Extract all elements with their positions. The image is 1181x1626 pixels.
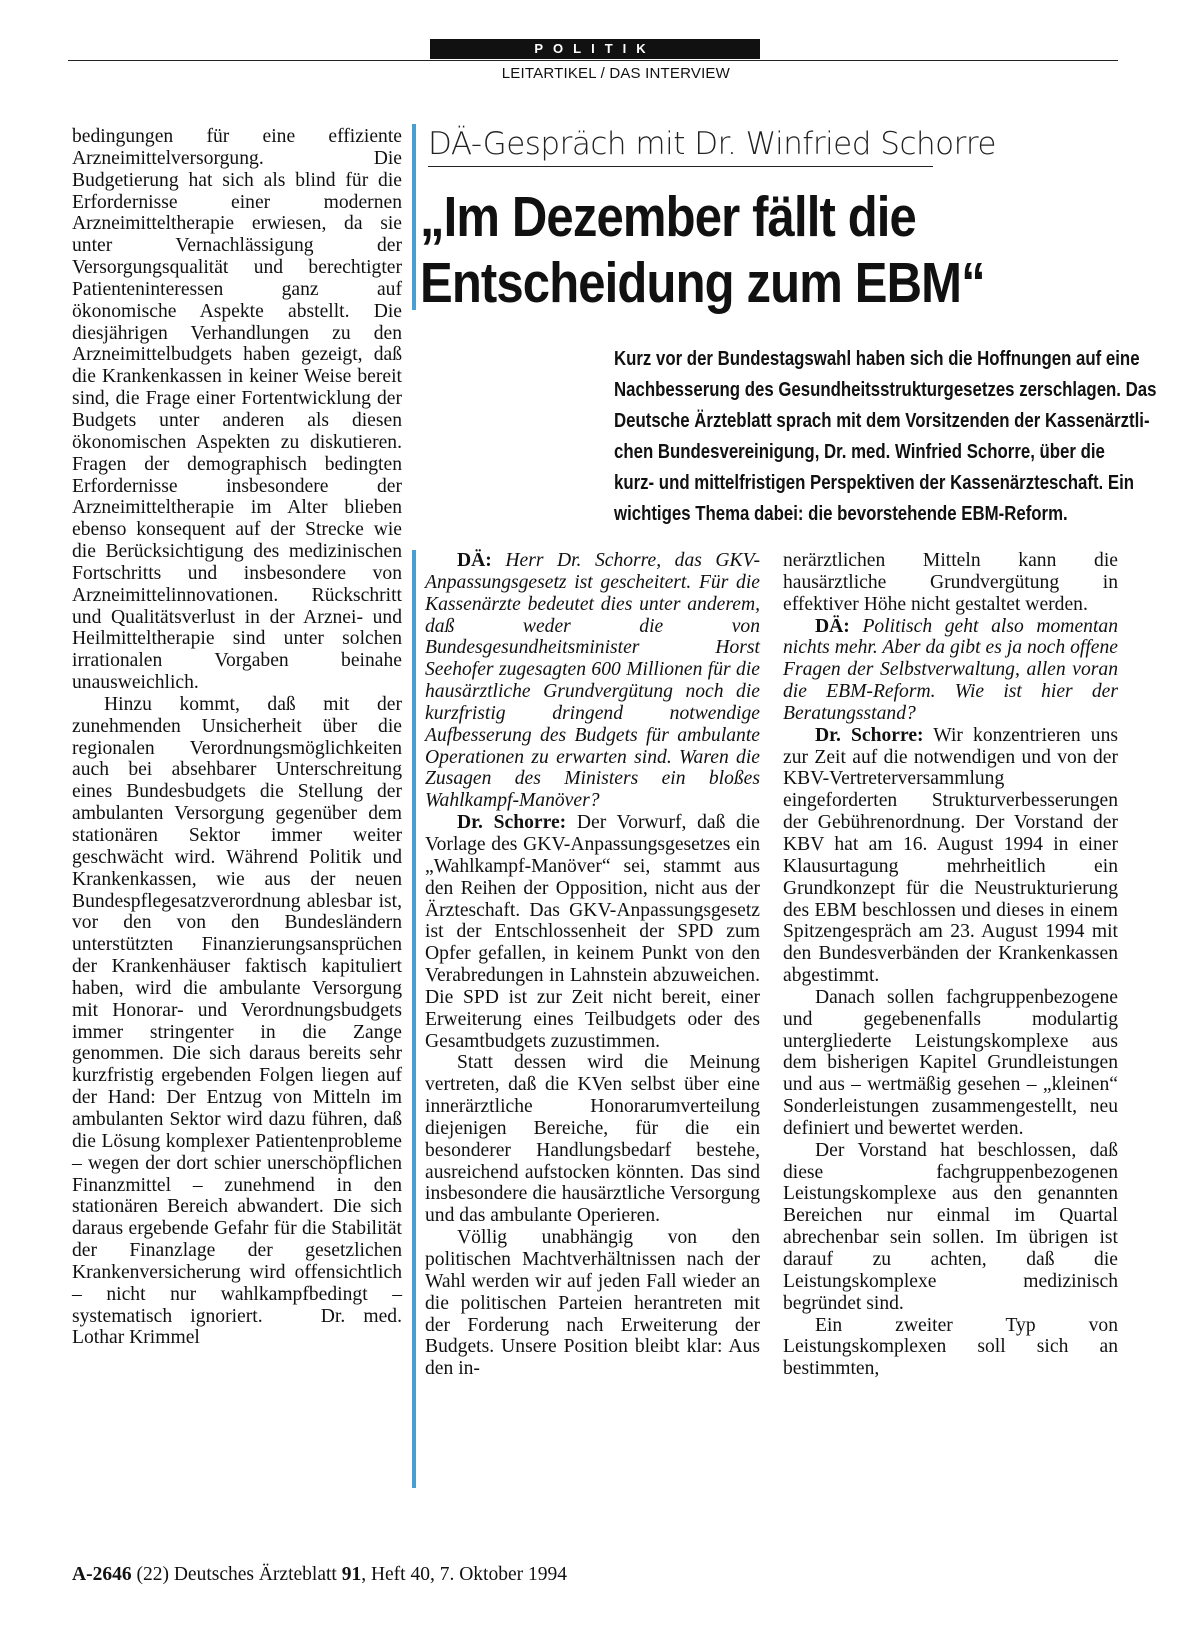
answer-2-paragraph-3: Der Vorstand hat beschlossen, daß diese fachgruppenbezogenen Leistungskomplexe aus den genannten Bereichen nur einmal im Quartal abrechenbar sein sollen. Im übrigen ist darauf zu achten, daß die Leistungskomplexe medizinisch begründet sind. [783,1139,1118,1314]
page-footer [72,1564,567,1586]
answer-1-paragraph-3: Völlig unabhängig von den politischen Machtverhältnissen nach der Wahl werden wir auf jeden Fall wieder an die politischen Parteien herantreten mit der Forderung nach Erweiterung der Budgets. Unsere Position bleibt klar: Aus den in- [425,1227,760,1380]
speaker-da: DÄ: [815,615,850,637]
journal-issue: , Heft 40, 7. Oktober 1994 [361,1564,567,1585]
col1-paragraph-2-text: Hinzu kommt, daß mit der zunehmenden Unsicherheit über die regionalen Verordnungsmöglichkeiten auch bei absehbarer Unterschreitung eines Bundesbudgets die Stellung der ambulanten Versorgung gegenüber dem stationären Sektor immer weiter geschwächt wird. Während Politik und Krankenkassen, wie aus der neuen Bundespflegesatzverordnung ablesbar ist, vor den von den Bundesländern unterstützten Finanzierungsansprüchen der Krankenhäuser faktisch kapituliert haben, wird die ambulante Versorgung mit Honorar- und Verordnungsbudgets immer stringenter in die Zange genommen. Die sich daraus bereits sehr kurzfristig ergebenden Folgen liegen auf der Hand: Der Entzug von Mitteln im ambulanten Sektor wird dazu führen, daß die Lösung komplexer Patientenprobleme – wegen der dort schier unerschöpflichen Finanzmittel – zunehmend in den stationären Bereich abwandert. Die sich daraus ergebende Gefahr für die Stabilität der Finanzlage der gesetzlichen Krankenversicherung wird offensichtlich – nicht nur wahlkampfbedingt – systematisch ignoriert. [72,693,402,1327]
accent-bar-top [412,124,416,310]
column-3 [783,550,1118,1380]
section-label: POLITIK [430,39,760,59]
author-signature: Dr. med. Lothar Krimmel [72,1305,402,1349]
lead-line: Nachbesserung des Gesundheitsstrukturgesetzes zerschlagen. Das [614,379,1157,401]
subsection-label: LEITARTIKEL / DAS INTERVIEW [501,65,730,82]
answer-2-text: Wir konzentrieren uns zur Zeit auf die notwendigen und von der KBV-Vertreterversammlung eingeforderten Strukturverbesserungen der Gebührenordnung. Der Vorstand der KBV hat am 16. August 1994 in einer Klausurtagung mehrheitlich ein Grundkonzept für die Neustrukturierung des EBM beschlossen und dieses in einem Spitzengespräch am 23. August 1994 mit den Bundesverbänden der Krankenkassen abgestimmt. [783,724,1119,987]
answer-2 [783,725,1118,987]
lead-line: kurz- und mittelfristigen Perspektiven der Kassenärzteschaft. Ein [614,472,1135,494]
journal-name: Deutsches Ärzteblatt [173,1564,337,1585]
page-number: A-2646 [72,1564,132,1585]
article-headline [420,184,1140,316]
speaker-schorre: Dr. Schorre: [815,724,924,746]
journal-volume: 91 [341,1564,362,1585]
column-1 [72,126,402,1349]
lead-line: Kurz vor der Bundestagswahl haben sich die Hoffnungen auf eine [614,348,1140,370]
answer-2-paragraph-2: Danach sollen fachgruppenbezogene und gegebenenfalls modulartig untergliederte Leistungskomplexe aus dem bisherigen Kapitel Grundleistungen und aus – wertmäßig gesehen – „kleinen“ Sonderleistungen zusammengestellt, neu definiert und bewertet werden. [783,986,1118,1139]
question-1-text: Herr Dr. Schorre, das GKV-Anpassungsgesetz ist gescheitert. Für die Kassenärzte bedeutet dies unter anderem, daß weder die von Bundesgesundheitsminister Horst Seehofer zugesagten 600 Millionen für die hausärztliche Grundvergütung noch die kurzfristig dringend notwendige Aufbesserung des Budgets für ambulante Operationen zu erwarten sind. Waren die Zusagen des Ministers ein bloßes Wahlkampf-Manöver? [425,550,761,812]
lead-line: chen Bundesvereinigung, Dr. med. Winfried Schorre, über die [614,441,1105,463]
accent-bar-bottom [412,550,416,1488]
speaker-da: DÄ: [457,550,492,571]
answer-1-text: Der Vorwurf, daß die Vorlage des GKV-Anpassungsgesetzes ein „Wahlkampf-Manöver“ sei, stammt aus den Reihen der Opposition, nicht aus der Ärzteschaft. Das GKV-Anpassungsgesetz ist der Entschlossenheit der SPD zum Opfer gefallen, in keinem Punkt von den Verabredungen in Lahnstein abzuweichen. Die SPD ist zur Zeit nicht bereit, einer Erweiterung eines Teilbudgets oder des Gesamtbudgets zuzustimmen. [425,812,760,1052]
question-2 [783,616,1118,725]
question-1 [425,550,760,812]
headline-line-1: „Im Dezember fällt die [420,185,916,249]
answer-1-continued: nerärztlichen Mitteln kann die hausärztliche Grundvergütung in effektiver Höhe nicht gestaltet werden. [783,550,1118,615]
question-2-text: Politisch geht also momentan nichts mehr. Aber da gibt es ja noch offene Fragen der Selbstverwaltung, allen voran die EBM-Reform. Wie ist hier der Beratungsstand? [783,615,1118,724]
answer-2-paragraph-4: Ein zweiter Typ von Leistungskomplexen soll sich an bestimmten, [783,1314,1118,1380]
headline-line-2: Entscheidung zum EBM“ [420,251,985,315]
article-lead [614,344,1157,530]
lead-line: Deutsche Ärzteblatt sprach mit dem Vorsitzenden der Kassenärztli- [614,410,1150,432]
article-kicker: DÄ-Gespräch mit Dr. Winfried Schorre [428,126,997,162]
column-2 [425,550,760,1380]
col1-paragraph-1: bedingungen für eine effiziente Arzneimittelversorgung. Die Budgetierung hat sich als blind für die Erfordernisse einer modernen Arzneimitteltherapie erwiesen, da sie unter Vernachlässigung der Versorgungsqualität und berechtigter Patienteninteressen ganz auf ökonomische Aspekte abstellt. Die diesjährigen Verhandlungen zu den Arzneimittelbudgets haben gezeigt, daß die Krankenkassen in keiner Weise bereit sind, die Frage einer Fortentwicklung der Budgets unter anderen als diesen ökonomischen Aspekten zu diskutieren. Fragen der demographisch bedingten Erfordernisse insbesondere der Arzneimitteltherapie im Alter blieben ebenso konsequent auf der Strecke wie die Berücksichtigung des medizinischen Fortschritts und insbesondere von Arzneimittelinnovationen. Rückschritt und Qualitätsverlust in der Arznei- und Heilmitteltherapie sind unter solchen irrationalen Vorgaben beinahe unausweichlich. [72,126,402,694]
lead-line: wichtiges Thema dabei: die bevorstehende EBM-Reform. [614,503,1068,525]
kicker-rule [428,166,933,167]
header-rule [68,60,1118,61]
answer-1-paragraph-2: Statt dessen wird die Meinung vertreten, daß die KVen selbst über eine innerärztliche Honorarumverteilung diejenigen Bereiche, für die ein besonderer Handlungsbedarf bestehe, ausreichend aufstocken könnten. Das sind insbesondere die hausärztliche Versorgung und das ambulante Operieren. [425,1052,760,1227]
page-sub-number: (22) [136,1564,169,1585]
speaker-schorre: Dr. Schorre: [457,812,567,834]
answer-1 [425,812,760,1052]
col1-paragraph-2 [72,694,402,1349]
